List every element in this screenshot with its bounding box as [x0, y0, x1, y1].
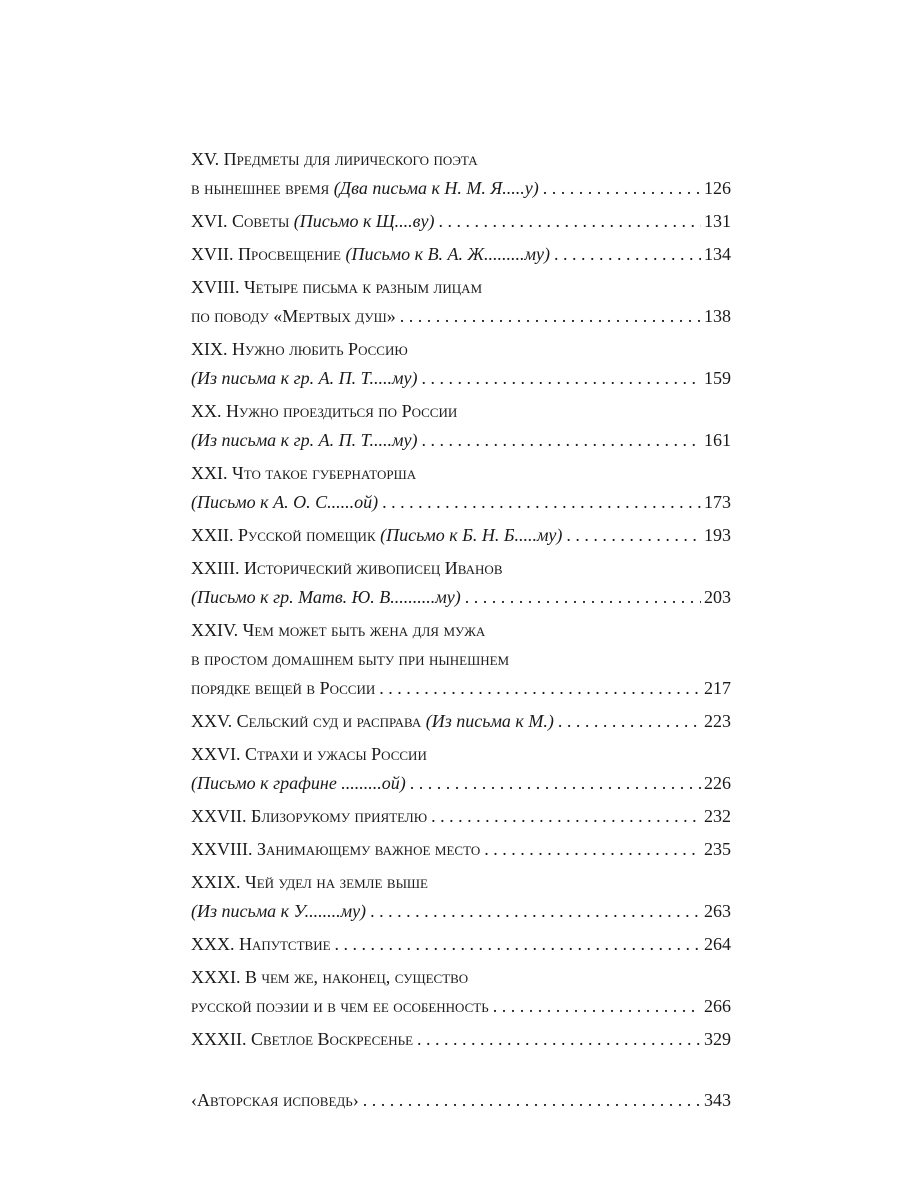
toc-entry-line [191, 963, 731, 992]
toc-title-subtitle: (Два письма к Н. М. Я.....у) [333, 178, 539, 198]
dot-leader [359, 1086, 701, 1115]
toc-entry-line [191, 740, 731, 769]
toc-entry [191, 521, 731, 550]
toc-entry-line [191, 583, 731, 612]
toc-entry-title [191, 616, 485, 645]
toc-title-text: в простом домашнем быту при нынешнем [191, 649, 510, 669]
toc-title-text: XXIX. Чей удел на земле выше [191, 872, 428, 892]
toc-title-text: XXIII. Исторический живописец Иванов [191, 558, 503, 578]
toc-entry-title [191, 240, 550, 269]
toc-entry [191, 802, 731, 831]
toc-title-text: XXXI. В чем же, наконец, существо [191, 967, 469, 987]
toc-entry-title [191, 174, 539, 203]
toc-entry [191, 963, 731, 1021]
toc-title-text: XXIV. Чем может быть жена для мужа [191, 620, 486, 640]
toc-entry [191, 835, 731, 864]
dot-leader [375, 674, 701, 703]
toc-title-text: XXV. Сельский суд и расправа [191, 711, 426, 731]
toc-entry-title [191, 488, 378, 517]
toc-title-subtitle: (Письмо к В. А. Ж.........му) [345, 244, 551, 264]
page-number: 266 [704, 996, 731, 1016]
toc-entry-line [191, 488, 731, 517]
toc-entry [191, 145, 731, 203]
toc-entry-title [191, 835, 480, 864]
toc-entry-title [191, 645, 509, 674]
toc-title-subtitle: (Из письма к У........му) [191, 901, 367, 921]
dot-leader [417, 426, 701, 455]
toc-title-text: XXVIII. Занимающему важное место [191, 839, 481, 859]
toc-entry [191, 740, 731, 798]
toc-title-text: ‹Авторская исповедь› [191, 1090, 359, 1110]
dot-leader [539, 174, 701, 203]
toc-entry-line [191, 273, 731, 302]
toc-title-text: XV. Предметы для лирического поэта [191, 149, 478, 169]
toc-title-text: XXI. Что такое губернаторша [191, 463, 417, 483]
toc-title-text: XXII. Русской помещик [191, 525, 381, 545]
toc-title-subtitle: (Письмо к Б. Н. Б.....му) [380, 525, 563, 545]
page-number: 203 [704, 587, 731, 607]
dot-leader [406, 769, 701, 798]
toc-entry-line [191, 240, 731, 269]
toc-entry [191, 868, 731, 926]
dot-leader [461, 583, 701, 612]
page-number: 343 [704, 1090, 731, 1110]
toc-entry-line [191, 521, 731, 550]
page-number: 235 [704, 839, 731, 859]
toc-entry [191, 616, 731, 703]
toc-entry-title [191, 302, 396, 331]
toc-entry-title [191, 992, 489, 1021]
page-number: 173 [704, 492, 731, 512]
toc-entry-line [191, 802, 731, 831]
toc-entry-line [191, 930, 731, 959]
dot-leader [554, 707, 701, 736]
toc-title-subtitle: (Письмо к Щ....ву) [293, 211, 435, 231]
page-number: 223 [704, 711, 731, 731]
toc-entry-title [191, 207, 434, 236]
toc-entry-line [191, 1086, 731, 1115]
toc-entry-title [191, 273, 482, 302]
toc-title-subtitle: (Письмо к гр. Матв. Ю. В..........му) [191, 587, 461, 607]
dot-leader [434, 207, 701, 236]
toc-entry-line [191, 397, 731, 426]
page-number: 138 [704, 306, 731, 326]
page-number: 264 [704, 934, 731, 954]
toc-entry-title [191, 364, 417, 393]
toc-title-text: XIX. Нужно любить Россию [191, 339, 408, 359]
page-number: 193 [704, 525, 731, 545]
table-of-contents [191, 145, 731, 1119]
toc-entry-title [191, 868, 428, 897]
toc-entry-line [191, 1025, 731, 1054]
toc-title-text: русской поэзии и в чем ее особенность [191, 996, 489, 1016]
toc-entry-title [191, 426, 417, 455]
toc-entry-title [191, 1025, 413, 1054]
toc-entry-title [191, 897, 366, 926]
toc-entry-line [191, 459, 731, 488]
toc-entry [191, 335, 731, 393]
dot-leader [378, 488, 701, 517]
toc-entry [191, 707, 731, 736]
toc-title-text: XXXII. Светлое Воскресенье [191, 1029, 414, 1049]
toc-entry-title [191, 583, 461, 612]
toc-entry [191, 930, 731, 959]
toc-entry [191, 207, 731, 236]
toc-entry [191, 554, 731, 612]
toc-entry-title [191, 707, 554, 736]
page-number: 329 [704, 1029, 731, 1049]
toc-title-subtitle: (Письмо к А. О. С......ой) [191, 492, 379, 512]
toc-entry-title [191, 963, 468, 992]
toc-entry-line [191, 868, 731, 897]
toc-title-subtitle: (Из письма к гр. А. П. Т.....му) [191, 430, 418, 450]
toc-title-text: XXX. Напутствие [191, 934, 331, 954]
toc-entry-line [191, 674, 731, 703]
toc-title-subtitle: (Из письма к М.) [425, 711, 554, 731]
dot-leader [550, 240, 701, 269]
toc-title-text: по поводу «Мертвых душ» [191, 306, 396, 326]
toc-title-text: XVII. Просвещение [191, 244, 346, 264]
toc-entry-line [191, 992, 731, 1021]
toc-entry-line [191, 554, 731, 583]
toc-title-text: XVIII. Четыре письма к разным лицам [191, 277, 483, 297]
toc-entry-line [191, 707, 731, 736]
toc-entry-title [191, 145, 478, 174]
toc-entry-line [191, 145, 731, 174]
page-number: 134 [704, 244, 731, 264]
toc-entry-title [191, 769, 406, 798]
page-number: 232 [704, 806, 731, 826]
toc-title-text: в нынешнее время [191, 178, 334, 198]
toc-entry-title [191, 1086, 359, 1115]
dot-leader [413, 1025, 701, 1054]
dot-leader [417, 364, 701, 393]
dot-leader [480, 835, 701, 864]
dot-leader [562, 521, 701, 550]
dot-leader [331, 930, 701, 959]
page-number: 263 [704, 901, 731, 921]
toc-entry-line [191, 897, 731, 926]
toc-entry-line [191, 645, 731, 674]
toc-entry-line [191, 769, 731, 798]
page-number: 131 [704, 211, 731, 231]
toc-entry-line [191, 616, 731, 645]
toc-entry-line [191, 835, 731, 864]
toc-title-subtitle: (Из письма к гр. А. П. Т.....му) [191, 368, 418, 388]
dot-leader [489, 992, 701, 1021]
toc-entry [191, 273, 731, 331]
toc-title-subtitle: (Письмо к графине .........ой) [191, 773, 406, 793]
toc-entry-title [191, 459, 416, 488]
toc-entry-title [191, 397, 457, 426]
toc-entry [191, 1025, 731, 1054]
toc-entry-title [191, 930, 331, 959]
toc-entry-line [191, 426, 731, 455]
toc-title-text: порядке вещей в России [191, 678, 376, 698]
toc-title-text: XX. Нужно проездиться по России [191, 401, 458, 421]
toc-title-text: XVI. Советы [191, 211, 294, 231]
page-number: 126 [704, 178, 731, 198]
toc-entry-title [191, 521, 562, 550]
dot-leader [427, 802, 701, 831]
toc-entry-line [191, 302, 731, 331]
dot-leader [396, 302, 701, 331]
toc-entry-title [191, 674, 375, 703]
page-number: 226 [704, 773, 731, 793]
toc-entry [191, 1086, 731, 1115]
toc-title-text: XXVI. Страхи и ужасы России [191, 744, 427, 764]
toc-entry-title [191, 802, 427, 831]
toc-entry [191, 397, 731, 455]
toc-entry-title [191, 740, 427, 769]
toc-entry [191, 240, 731, 269]
toc-entry [191, 459, 731, 517]
toc-entry-line [191, 335, 731, 364]
page-number: 161 [704, 430, 731, 450]
dot-leader [366, 897, 701, 926]
page-number: 217 [704, 678, 731, 698]
toc-entry-line [191, 364, 731, 393]
toc-title-text: XXVII. Близорукому приятелю [191, 806, 428, 826]
toc-entry-title [191, 335, 408, 364]
toc-entry-line [191, 174, 731, 203]
toc-entry-title [191, 554, 503, 583]
page-number: 159 [704, 368, 731, 388]
toc-entry-line [191, 207, 731, 236]
